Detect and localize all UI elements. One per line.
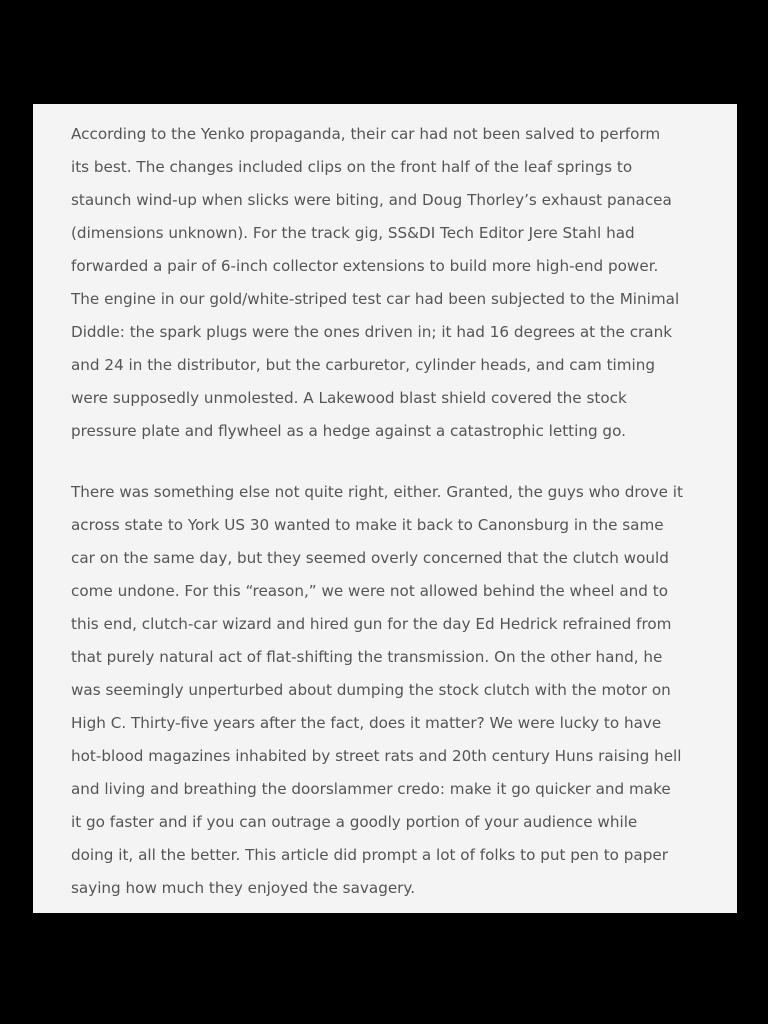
article-page [33,104,737,913]
text-line: was seemingly unperturbed about dumping the stock clutch with the motor on [71,681,671,699]
text-line: across state to York US 30 wanted to make it back to Canonsburg in the same [71,516,664,534]
article-body [71,118,731,905]
text-line: and living and breathing the doorslammer credo: make it go quicker and make [71,780,671,798]
paragraph-2 [71,476,731,905]
text-line: come undone. For this “reason,” we were not allowed behind the wheel and to [71,582,668,600]
text-line: pressure plate and flywheel as a hedge against a catastrophic letting go. [71,422,626,440]
text-line: and 24 in the distributor, but the carburetor, cylinder heads, and cam timing [71,356,656,374]
text-line: staunch wind-up when slicks were biting, and Doug Thorley’s exhaust panacea [71,191,672,209]
text-line: doing it, all the better. This article did prompt a lot of folks to put pen to paper [71,846,668,864]
text-line: According to the Yenko propaganda, their car had not been salved to perform [71,125,661,143]
text-line: it go faster and if you can outrage a goodly portion of your audience while [71,813,638,831]
text-line: this end, clutch-car wizard and hired gun for the day Ed Hedrick refrained from [71,615,672,633]
text-line: its best. The changes included clips on the front half of the leaf springs to [71,158,633,176]
text-line: car on the same day, but they seemed overly concerned that the clutch would [71,549,669,567]
text-line: saying how much they enjoyed the savagery. [71,879,416,897]
paragraph-1 [71,118,731,448]
text-line: that purely natural act of flat-shifting the transmission. On the other hand, he [71,648,663,666]
text-line: forwarded a pair of 6-inch collector extensions to build more high-end power. [71,257,659,275]
text-line: There was something else not quite right, either. Granted, the guys who drove it [71,483,683,501]
text-line: Diddle: the spark plugs were the ones driven in; it had 16 degrees at the crank [71,323,673,341]
text-line: were supposedly unmolested. A Lakewood blast shield covered the stock [71,389,627,407]
text-line: The engine in our gold/white-striped test car had been subjected to the Minimal [71,290,680,308]
text-line: High C. Thirty-five years after the fact, does it matter? We were lucky to have [71,714,662,732]
text-line: (dimensions unknown). For the track gig, SS&DI Tech Editor Jere Stahl had [71,224,635,242]
text-line: hot-blood magazines inhabited by street rats and 20th century Huns raising hell [71,747,682,765]
